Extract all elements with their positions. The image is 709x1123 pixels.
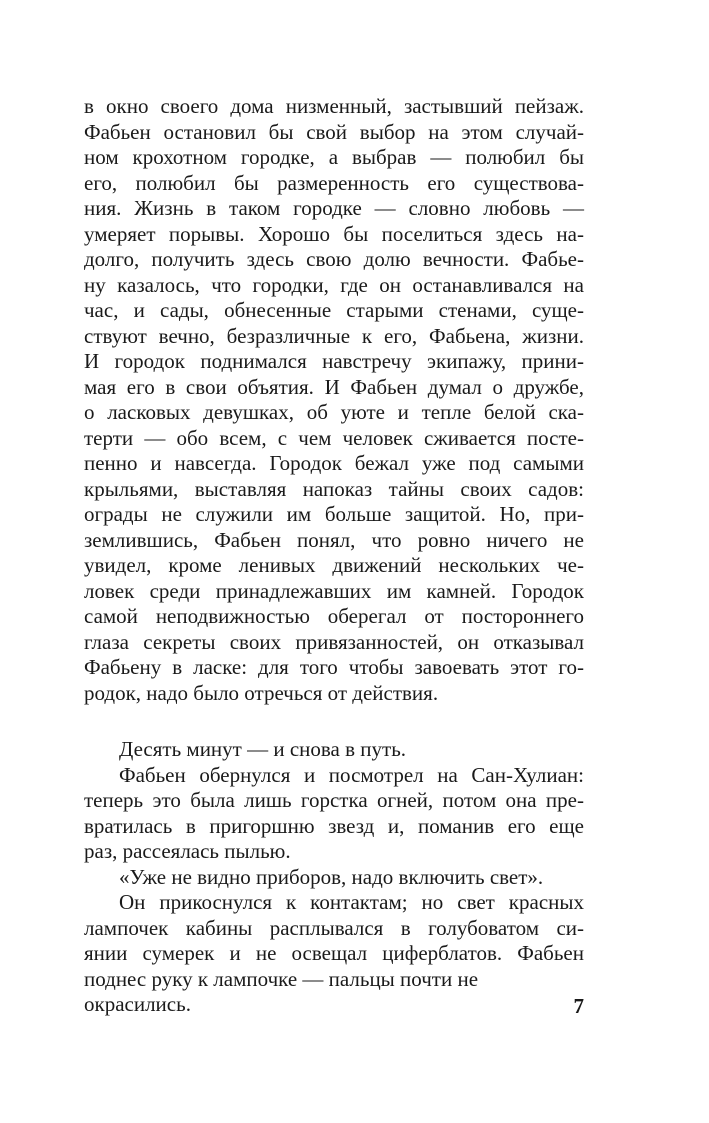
page-number: 7 <box>573 994 584 1018</box>
text-line: окрасились. <box>84 992 191 1016</box>
text-line: долго, получить здесь свою долю вечности. Фабье- <box>84 247 584 271</box>
text-line: мая его в свои объятия. И Фабьен думал о дружбе, <box>84 374 584 399</box>
text-line: крыльями, выставляя напоказ тайны своих садов: <box>84 476 584 501</box>
text-line: в окно своего дома низменный, застывший пейзаж. <box>84 94 584 118</box>
text-line: умеряет порывы. Хорошо бы поселиться здесь на- <box>84 221 584 246</box>
text-line: ном крохотном городке, а выбрав — полюбил бы <box>84 145 584 169</box>
text-line: ну казалось, что городки, где он останавливался на <box>84 272 584 297</box>
text-line: ограды не служили им больше защитой. Но, при- <box>84 502 584 526</box>
text-line: час, и сады, обнесенные старыми стенами, суще- <box>84 298 584 322</box>
text-line: родок, надо было отречься от действия. <box>84 680 439 705</box>
text-line: увидел, кроме ленивых движений нескольких че- <box>84 553 584 577</box>
text-line: янии сумерек и не освещал циферблатов. Фабьен <box>84 941 584 965</box>
text-line: лампочек кабины расплывался в голубоватом си- <box>84 915 584 940</box>
text-line: Фабьену в ласке: для того чтобы завоевать этот го- <box>84 655 584 679</box>
paragraph-1 <box>84 94 584 706</box>
text-line: Фабьен остановил бы свой выбор на этом случай- <box>84 119 584 144</box>
paragraph-2 <box>84 737 584 763</box>
text-line: ния. Жизнь в таком городке — словно любовь — <box>84 196 584 220</box>
paragraph-3 <box>84 763 584 865</box>
text-line: вратилась в пригоршню звезд и, поманив его еще <box>84 813 584 838</box>
text-line: пенно и навсегда. Городок бежал уже под самыми <box>84 451 584 475</box>
text-line: самой неподвижностью оберегал от постороннего <box>84 604 584 628</box>
paragraph-5 <box>84 890 584 1018</box>
text-line: И городок поднимался навстречу экипажу, прини- <box>84 349 584 373</box>
text-line: ствуют вечно, безразличные к его, Фабьена, жизни. <box>84 323 584 348</box>
text-line: Он прикоснулся к контактам; но свет красных <box>119 890 584 914</box>
text-line: Десять минут — и снова в путь. <box>119 737 407 761</box>
paragraph-4 <box>84 865 584 891</box>
text-line: теперь это была лишь горстка огней, потом она пре- <box>84 788 584 812</box>
text-line: землившись, Фабьен понял, что ровно ничего не <box>84 527 584 552</box>
text-line: терти — обо всем, с чем человек сживается посте- <box>84 425 584 450</box>
text-line: ловек среди принадлежавших им камней. Городок <box>84 578 584 603</box>
text-section-2 <box>84 737 584 1018</box>
text-line: Фабьен обернулся и посмотрел на Сан-Хулиан: <box>119 762 584 787</box>
text-line: глаза секреты своих привязанностей, он отказывал <box>84 629 584 654</box>
text-line: раз, рассеялась пылью. <box>84 839 291 863</box>
text-line: «Уже не видно приборов, надо включить свет». <box>119 864 544 889</box>
text-line: поднес руку к лампочке — пальцы почти не <box>84 966 479 991</box>
text-line: его, полюбил бы размеренность его существова- <box>84 170 584 195</box>
text-line: о ласковых девушках, об уюте и тепле белой ска- <box>84 400 584 424</box>
